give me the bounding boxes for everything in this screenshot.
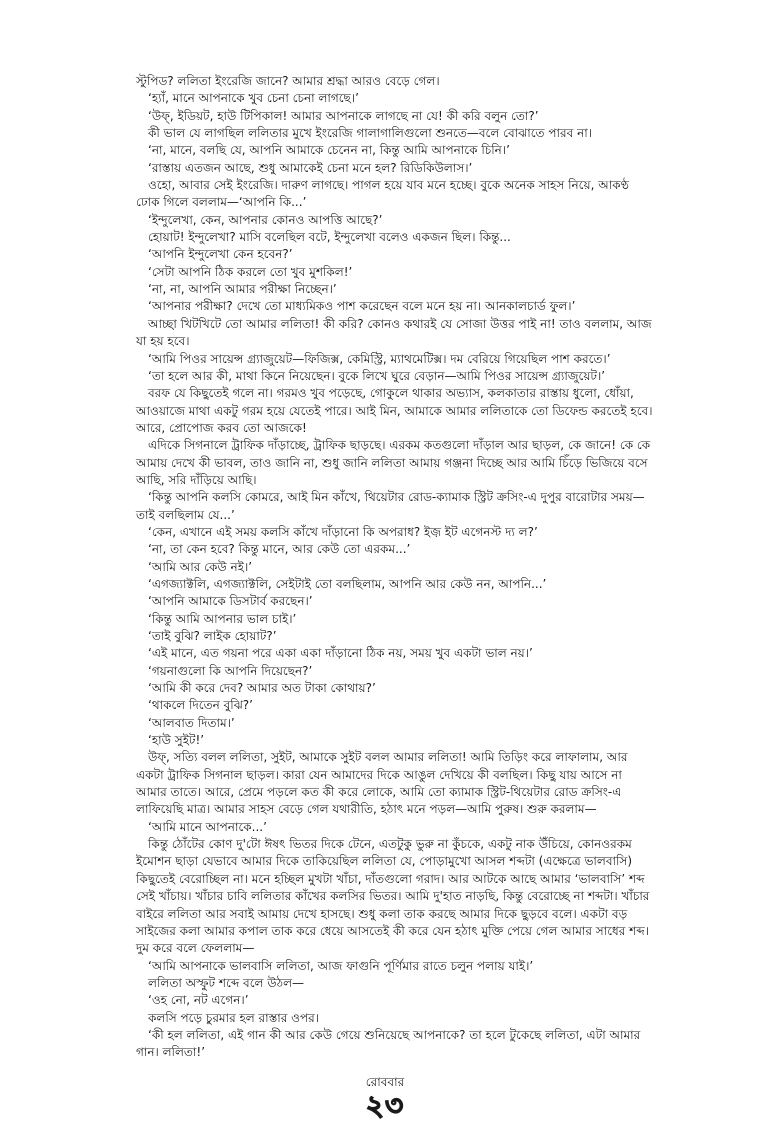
story-paragraph: ‘আপনি আমাকে ডিসটার্ব করছেন।’ bbox=[148, 594, 313, 609]
story-paragraph: ‘হাউ সুইট!’ bbox=[148, 733, 205, 748]
story-paragraph: ‘সেটা আপনি ঠিক করলে তো খুব মুশকিল!’ bbox=[148, 264, 353, 279]
story-paragraph: ‘ওহ নো, নট এগেন।’ bbox=[148, 993, 249, 1008]
story-paragraph: ‘আমি পিওর সায়েন্স গ্র্যাজুয়েট—ফিজিক্স, কেমিস্ট্রি, ম্যাথমেটিক্স। দম বেরিয়ে গিয়েছিল পাশ করতে।’ bbox=[148, 351, 611, 366]
story-paragraph: ললিতা অস্ফুট শব্দে বলে উঠল— bbox=[148, 975, 305, 990]
page-number: ২৩ bbox=[365, 1089, 405, 1122]
story-paragraph: ‘আমি আপনাকে ভালবাসি ললিতা, আজ ফাগুনি পূর্ণিমার রাতে চলুন পলায় যাই।’ bbox=[148, 958, 534, 973]
story-paragraph: আচ্ছা খিটখিটে তো আমার ললিতা! কী করি? কোনও কথারই যে সোজা উত্তর পাই না! তাও বললাম, আজ যা হয় হবে। bbox=[136, 316, 652, 349]
story-paragraph: ‘না, মানে, বলছি যে, আপনি আমাকে চেনেন না, কিন্তু আমি আপনাকে চিনি।’ bbox=[148, 143, 510, 158]
story-paragraph: কী ভাল যে লাগছিল ললিতার মুখে ইংরেজি গালাগালিগুলো শুনতে—বলে বোঝাতে পারব না। bbox=[148, 126, 593, 141]
story-paragraph: ‘না, তা কেন হবে? কিন্তু মানে, আর কেউ তো এরকম...’ bbox=[148, 542, 411, 557]
story-paragraph: ‘আমি মানে আপনাকে...’ bbox=[148, 819, 267, 834]
story-paragraph: কলসি পড়ে চুরমার হল রাস্তার ওপর। bbox=[148, 1010, 320, 1025]
story-paragraph: স্টুপিড? ললিতা ইংরেজি জানে? আমার শ্রদ্ধা আরও বেড়ে গেল। bbox=[136, 74, 440, 88]
story-paragraph: হোয়াট! ইন্দুলেখা? মাসি বলেছিল বটে, ইন্দুলেখা বলেও একজন ছিল। কিন্তু... bbox=[148, 230, 511, 245]
story-paragraph: বরফ যে কিছুতেই গলে না। গরমও খুব পড়েছে, গোকুলে থাকার অভ্যাস, কলকাতার রাস্তায় ধুলো, ধোঁয়া, আওয়াজে মাথা একটু গরম হয়ে যেতেই পারে। আই মিন, আমাকে আমার ললিতাকে তো ডিফেন্ড করতেই হবে। আরে, প্রোপোজ করব তো আজকে! bbox=[136, 386, 653, 435]
story-paragraph: ‘থাকলে দিতেন বুঝি?’ bbox=[148, 698, 253, 713]
story-paragraph: ‘এই মানে, এত গয়না পরে একা একা দাঁড়ানো ঠিক নয়, সময় খুব একটা ভাল নয়।’ bbox=[148, 646, 533, 661]
story-paragraph: ‘ইন্দুলেখা, কেন, আপনার কোনও আপত্তি আছে?’ bbox=[148, 212, 383, 227]
story-paragraph: ‘তাই বুঝি? লাইক হোয়াট?’ bbox=[148, 629, 277, 643]
story-paragraph: ‘আপনি ইন্দুলেখা কেন হবেন?’ bbox=[148, 247, 293, 262]
magazine-name: রোববার bbox=[365, 1075, 405, 1089]
story-paragraph: ‘না, না, আপনি আমার পরীক্ষা নিচ্ছেন।’ bbox=[148, 282, 337, 297]
story-paragraph: ‘কেন, এখানে এই সময় কলসি কাঁখে দাঁড়ানো কি অপরাধ? ইজ় ইট এগেনস্ট দ্য ল?’ bbox=[148, 524, 538, 539]
story-text-column bbox=[136, 73, 656, 1062]
story-paragraph: ‘উফ্, ইডিয়ট, হাউ টিপিকাল! আমার আপনাকে লাগছে না যে! কী করি বলুন তো?’ bbox=[148, 108, 539, 123]
story-paragraph: ‘আলবাত দিতাম।’ bbox=[148, 715, 235, 730]
story-paragraph: ‘রাস্তায় এতজন আছে, শুধু আমাকেই চেনা মনে হল? রিডিকিউলাস।’ bbox=[148, 160, 473, 175]
story-paragraph: ‘আমি আর কেউ নই।’ bbox=[148, 559, 253, 574]
story-paragraph: উফ্, সত্যি বলল ললিতা, সুইট, আমাকে সুইট বলল আমার ললিতা! আমি তিড়িং করে লাফালাম, আর একটা ট্রাফিক সিগনাল ছাড়ল। কারা যেন আমাদের দিকে আঙুল দেখিয়ে কী বলছিল। কিছু যায় আসে না আমার তাতে। আরে, প্রেমে পড়লে কত কী করে লোকে, আমি তো ক্যামাক স্ট্রিট-থিয়েটার রোড ক্রসিং-এ লাফিয়েছি মাত্র। আমার সাহস বেড়ে গেল যথারীতি, হঠাৎ মনে পড়ল—আমি পুরুষ। শুরু করলাম— bbox=[136, 750, 628, 817]
story-paragraph: ‘তা হলে আর কী, মাথা কিনে নিয়েছেন। বুকে লিখে ঘুরে বেড়ান—আমি পিওর সায়েন্স গ্র্যাজুয়েট।’ bbox=[148, 368, 606, 383]
story-paragraph: ‘আমি কী করে দেব? আমার অত টাকা কোথায়?’ bbox=[148, 681, 376, 696]
story-paragraph: ওহো, আবার সেই ইংরেজি। দারুণ লাগছে। পাগল হয়ে যাব মনে হচ্ছে। বুকে অনেক সাহস নিয়ে, আকণ্ঠ ঢোক গিলে বললাম—‘আপনি কি...’ bbox=[136, 178, 629, 210]
story-paragraph: কিন্তু ঠোঁটের কোণ দু'টো ঈষৎ ভিতর দিকে টেনে, এতটুকু ভুরু না কুঁচকে, একটু নাক উঁচিয়ে, কোনওরকম ইমোশন ছাড়া যেভাবে আমার দিকে তাকিয়েছিল ললিতা যে, পোড়ামুখো আসল শব্দটা (এক্ষেত্রে ভালবাসি) কিছুতেই বেরোচ্ছিল না। মনে হচ্ছিল মুখটা খাঁচা, দাঁতগুলো গরাদ। আর আটকে আছে আমার ‘ভালবাসি’ শব্দ সেই খাঁচায়। খাঁচার চাবি ললিতার কাঁখের কলসির ভিতর। আমি দু'হাত নাড়ছি, কিন্তু বেরোচ্ছে না শব্দটা। খাঁচার বাইরে ললিতা আর সবাই আমায় দেখে হাসছে। শুধু কলা তাক করছে আমার দিকে ছুড়বে বলে। একটা বড় সাইজের কলা আমার কপাল তাক করে ধেয়ে আসতেই কী করে যেন হঠাৎ মুক্তি পেয়ে গেল আমার সাধের শব্দ। দুম করে বলে ফেললাম— bbox=[136, 837, 650, 956]
story-paragraph: ‘আপনার পরীক্ষা? দেখে তো মাধ্যমিকও পাশ করেছেন বলে মনে হয় না। আনকালচার্ড ফুল।’ bbox=[148, 299, 576, 314]
story-paragraph: ‘কী হল ললিতা, এই গান কী আর কেউ গেয়ে শুনিয়েছে আপনাকে? তা হলে টুকেছে ললিতা, এটা আমার গান। ললিতা!’ bbox=[136, 1027, 641, 1060]
story-paragraph: ‘কিন্তু আপনি কলসি কোমরে, আই মিন কাঁখে, থিয়েটার রোড-ক্যামাক স্ট্রিট ক্রসিং-এ দুপুর বারোটার সময়—তাই বলছিলাম যে...’ bbox=[136, 490, 645, 522]
story-paragraph: ‘হ্যাঁ, মানে আপনাকে খুব চেনা চেনা লাগছে।’ bbox=[148, 91, 359, 106]
story-paragraph: এদিকে সিগনালে ট্রাফিক দাঁড়াচ্ছে, ট্রাফিক ছাড়ছে। এরকম কতগুলো দাঁড়াল আর ছাড়ল, কে জানে! কে কে আমায় দেখে কী ভাবল, তাও জানি না, শুধু জানি ললিতা আমায় গঞ্জনা দিচ্ছে আর আমি চিঁড়ে ভিজিয়ে বসে আছি, সরি দাঁড়িয়ে আছি। bbox=[136, 438, 651, 487]
story-paragraph: ‘কিন্তু আমি আপনার ভাল চাই।’ bbox=[148, 611, 297, 626]
story-paragraph: ‘এগজ্যাক্টলি, এগজ্যাক্টলি, সেইটাই তো বলছিলাম, আপনি আর কেউ নন, আপনি...’ bbox=[148, 576, 547, 591]
story-paragraph: ‘গয়নাগুলো কি আপনি দিয়েছেন?’ bbox=[148, 663, 313, 678]
